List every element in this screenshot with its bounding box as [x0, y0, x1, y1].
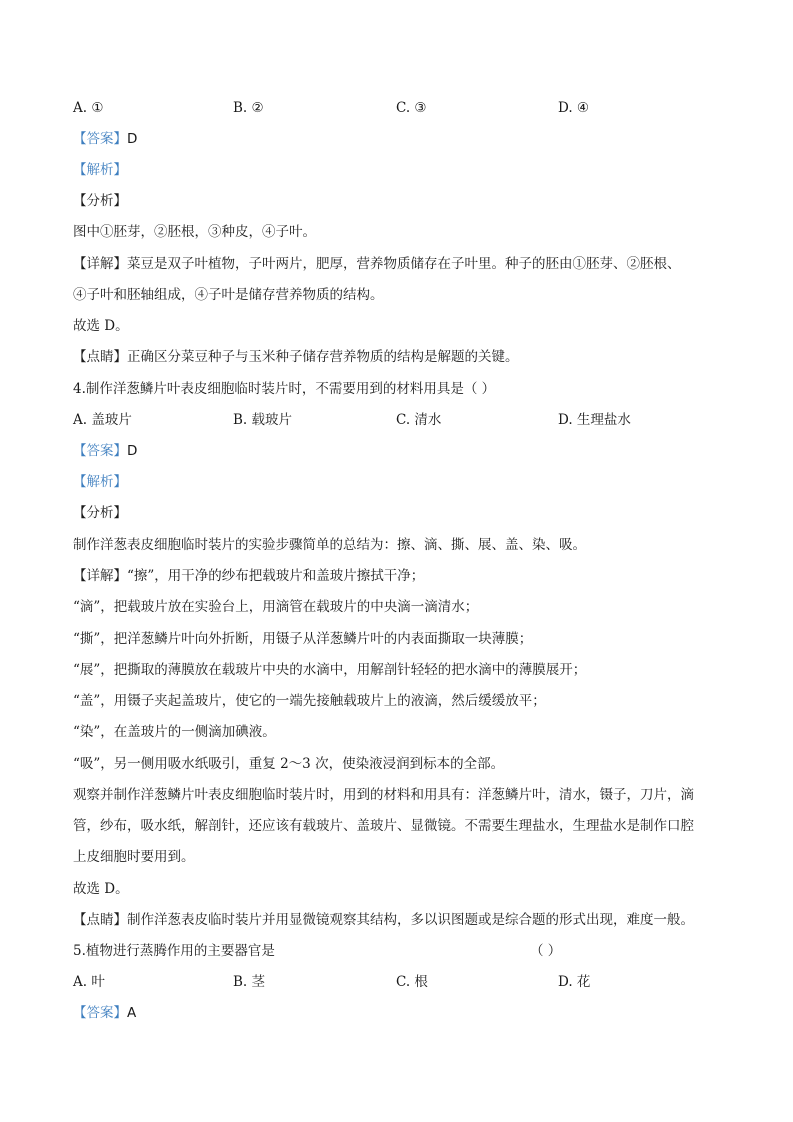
answer-value: A: [127, 1005, 137, 1021]
q5-option-d: D. 花: [558, 974, 591, 990]
q5-option-b: B. 茎: [233, 974, 266, 990]
q3-analysis-label: 【解析】: [73, 162, 127, 178]
answer-label: 【答案】: [73, 131, 127, 147]
q3-conclusion: 故选 D。: [73, 318, 129, 334]
q3-fenxi-label: 【分析】: [73, 193, 127, 209]
q4-observe-line: 观察并制作洋葱鳞片叶表皮细胞临时装片时，用到的材料和用具有：洋葱鳞片叶，清水，镊子，刀片，滴: [73, 787, 694, 803]
answer-label: 【答案】: [73, 1005, 127, 1021]
q3-detail-line-2: ④子叶和胚轴组成，④子叶是储存营养物质的结构。: [73, 287, 384, 303]
q4-conclusion: 故选 D。: [73, 881, 129, 897]
q4-observe-line: 管，纱布，吸水纸，解剖针，还应该有载玻片、盖玻片、显微镜。不需要生理盐水，生理盐水是制作口腔: [73, 818, 694, 834]
q3-answer: [73, 129, 137, 149]
q4-option-c: C. 清水: [396, 412, 442, 428]
q4-step-line: “吸”，另一侧用吸水纸吸引，重复 2～3 次，使染液浸润到标本的全部。: [73, 756, 505, 772]
q4-observe-line: 上皮细胞时要用到。: [73, 849, 195, 865]
answer-value: D: [127, 443, 138, 459]
q4-question: 4.制作洋葱鳞片叶表皮细胞临时装片时，不需要用到的材料用具是（ ）: [73, 381, 496, 397]
q4-tip: 【点睛】制作洋葱表皮临时装片并用显微镜观察其结构，多以识图题或是综合题的形式出现，难度一般。: [73, 912, 694, 928]
q4-options: [0, 410, 793, 430]
q5-question: 5.植物进行蒸腾作用的主要器官是: [73, 943, 275, 959]
answer-label: 【答案】: [73, 443, 127, 459]
q4-fenxi-label: 【分析】: [73, 505, 127, 521]
q4-step-line: “滴”，把载玻片放在实验台上，用滴管在载玻片的中央滴一滴清水；: [73, 599, 479, 615]
q3-fenxi-text: 图中①胚芽，②胚根，③种皮，④子叶。: [73, 224, 316, 240]
q4-step-line: “展”，把撕取的薄膜放在载玻片中央的水滴中，用解剖针轻轻的把水滴中的薄膜展开；: [73, 662, 587, 678]
q4-option-d: D. 生理盐水: [558, 412, 631, 428]
q4-answer: [73, 441, 137, 461]
q5-answer-bracket: （ ）: [530, 943, 562, 959]
q4-option-b: B. 载玻片: [233, 412, 293, 428]
q3-tip: 【点睛】正确区分菜豆种子与玉米种子储存营养物质的结构是解题的关键。: [73, 349, 519, 365]
answer-value: D: [127, 131, 138, 147]
q5-option-c: C. 根: [396, 974, 428, 990]
q3-option-b: B. ②: [233, 100, 264, 116]
q4-step-line: “盖”，用镊子夹起盖玻片，使它的一端先接触载玻片上的液滴，然后缓缓放平；: [73, 693, 546, 709]
q4-analysis-label: 【解析】: [73, 474, 127, 490]
q5-answer: [73, 1003, 136, 1023]
q3-option-c: C. ③: [396, 100, 427, 116]
q3-options: [0, 98, 793, 118]
q5-options: [0, 972, 793, 992]
q4-step-line: “染”，在盖玻片的一侧滴加碘液。: [73, 724, 276, 740]
q3-option-d: D. ④: [558, 100, 590, 116]
q4-fenxi-text: 制作洋葱表皮细胞临时装片的实验步骤简单的总结为：擦、滴、撕、展、盖、染、吸。: [73, 537, 586, 553]
q3-detail-line-1: 【详解】菜豆是双子叶植物，子叶两片，肥厚，营养物质储存在子叶里。种子的胚由①胚芽、②胚根、: [73, 256, 681, 272]
q5-option-a: A. 叶: [73, 974, 105, 990]
q3-option-a: A. ①: [73, 100, 104, 116]
q4-option-a: A. 盖玻片: [73, 412, 132, 428]
q4-step-line: 【详解】“擦”，用干净的纱布把载玻片和盖玻片擦拭干净；: [73, 568, 425, 584]
q4-step-line: “撕”，把洋葱鳞片叶向外折断，用镊子从洋葱鳞片叶的内表面撕取一块薄膜；: [73, 631, 533, 647]
